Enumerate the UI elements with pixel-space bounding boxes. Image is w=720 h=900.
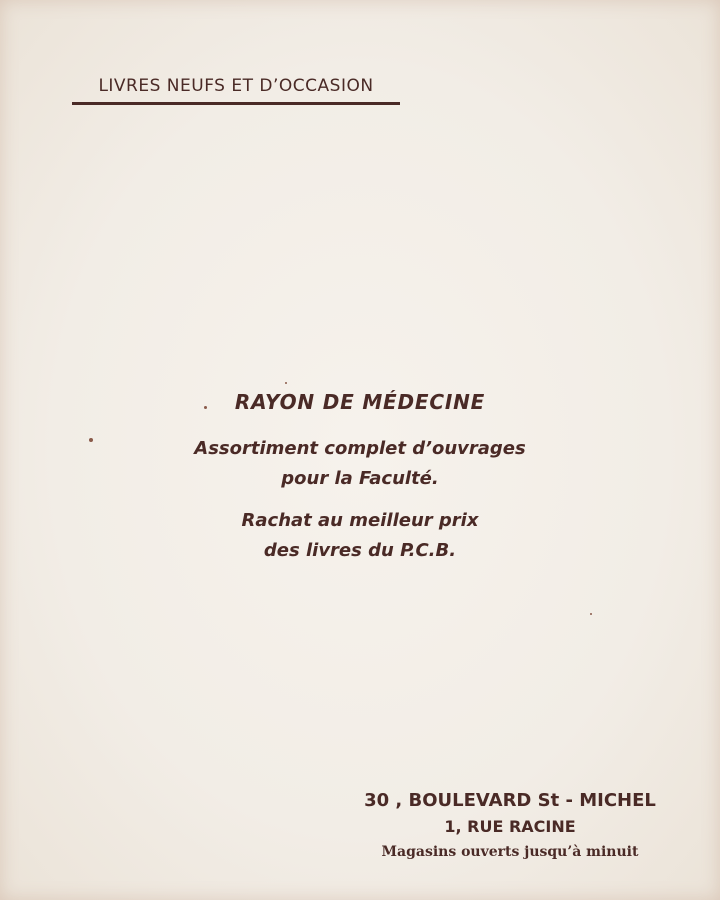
department-title: RAYON DE MÉDECINE bbox=[234, 390, 486, 414]
header-text: LIVRES NEUFS ET D’OCCASION bbox=[98, 76, 374, 96]
address-block bbox=[340, 788, 680, 864]
paper-speck bbox=[89, 438, 93, 442]
paper-speck bbox=[204, 406, 207, 409]
header-underline bbox=[72, 102, 400, 105]
paragraph-gap bbox=[0, 494, 720, 506]
address-line-1: 30 , BOULEVARD St - MICHEL bbox=[364, 790, 656, 811]
header-block bbox=[72, 76, 400, 105]
opening-hours: Magasins ouverts jusqu’à minuit bbox=[381, 844, 639, 860]
description-line-1: Assortiment complet d’ouvrages bbox=[194, 438, 526, 459]
paper-speck bbox=[590, 613, 592, 615]
description-line-2: pour la Faculté. bbox=[281, 468, 439, 489]
paper-speck bbox=[285, 382, 287, 384]
description-line-4: des livres du P.C.B. bbox=[263, 540, 457, 561]
address-line-2: 1, RUE RACINE bbox=[444, 817, 576, 836]
description-line-3: Rachat au meilleur prix bbox=[241, 510, 479, 531]
center-block bbox=[0, 390, 720, 566]
